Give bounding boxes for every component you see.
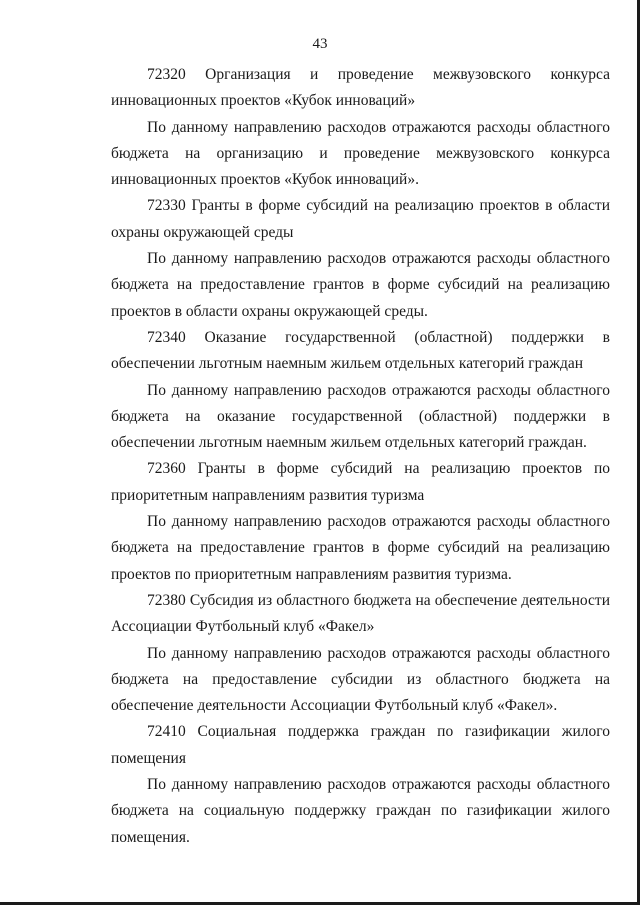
- section-heading-72380: 72380 Субсидия из областного бюджета на обеспечение деятельности Ассоциации Футбольный клуб «Факел»: [111, 591, 610, 636]
- document-body: [111, 62, 610, 851]
- section-description-72410: По данному направлению расходов отражаются расходы областного бюджета на социальную поддержку граждан по газификации жилого помещения.: [111, 776, 610, 846]
- section-description-72360: По данному направлению расходов отражаются расходы областного бюджета на предоставление грантов в форме субсидий на реализацию проектов по приоритетным направлениям развития туризма.: [111, 513, 610, 583]
- section-description-72320: По данному направлению расходов отражаются расходы областного бюджета на организацию и проведение межвузовского конкурса инновационных проектов «Кубок инноваций».: [111, 118, 610, 189]
- section-heading-72330: 72330 Гранты в форме субсидий на реализацию проектов в области охраны окружающей среды: [111, 197, 610, 241]
- page-number: 43: [312, 36, 328, 52]
- section-description-72340: По данному направлению расходов отражаются расходы областного бюджета на оказание государственной (областной) поддержки в обеспечении льготным наемным жильем отдельных категорий граждан.: [111, 381, 610, 452]
- section-heading-72340: 72340 Оказание государственной (областной) поддержки в обеспечении льготным наемным жильем отдельных категорий граждан: [111, 328, 610, 373]
- section-heading-72410: 72410 Социальная поддержка граждан по газификации жилого помещения: [111, 723, 610, 767]
- section-description-72330: По данному направлению расходов отражаются расходы областного бюджета на предоставление грантов в форме субсидий на реализацию проектов в области охраны окружающей среды.: [111, 250, 610, 320]
- section-description-72380: По данному направлению расходов отражаются расходы областного бюджета на предоставление субсидии из областного бюджета на обеспечение деятельности Ассоциации Футбольный клуб «Факел».: [111, 644, 610, 715]
- section-heading-72320: 72320 Организация и проведение межвузовского конкурса инновационных проектов «Кубок инноваций»: [111, 66, 610, 110]
- section-heading-72360: 72360 Гранты в форме субсидий на реализацию проектов по приоритетным направлениям развития туризма: [111, 460, 610, 504]
